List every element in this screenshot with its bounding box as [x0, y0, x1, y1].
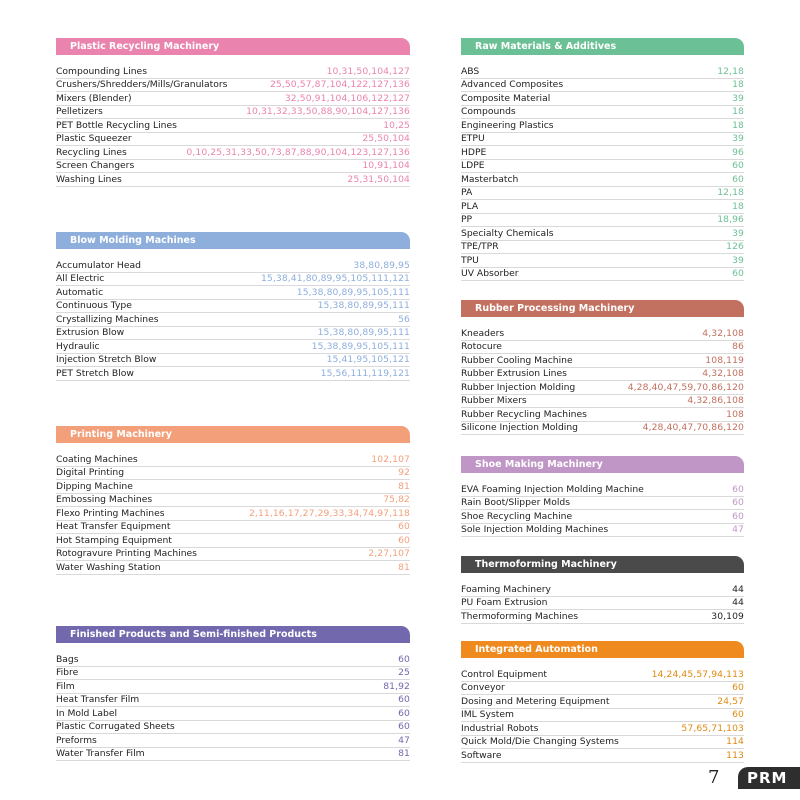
entry-label: Compounds	[461, 106, 516, 117]
entry-label: Thermoforming Machines	[461, 610, 579, 622]
entry-pages: 60	[398, 653, 410, 665]
entry-pages: 15,38,80,89,95,111	[317, 327, 410, 338]
section-header: Printing Machinery	[56, 426, 410, 443]
entry-label: PET Stretch Blow	[56, 367, 134, 379]
entry-pages: 4,32,108	[702, 327, 744, 339]
entry-list	[461, 483, 744, 537]
entry-label: PP	[461, 214, 473, 225]
entry-pages: 60	[398, 521, 410, 532]
entry-pages: 25,50,57,87,104,122,127,136	[269, 79, 410, 90]
entry-label: In Mold Label	[56, 707, 118, 719]
index-entry	[461, 354, 744, 368]
entry-label: Rubber Cooling Machine	[461, 354, 573, 366]
entry-pages: 108	[726, 408, 744, 420]
entry-label: PA	[461, 187, 473, 198]
entry-pages: 60	[398, 694, 410, 705]
index-entry	[56, 146, 410, 160]
entry-pages: 56	[398, 313, 410, 325]
entry-pages: 25	[398, 667, 410, 678]
entry-pages: 81	[398, 561, 410, 573]
index-entry	[56, 694, 410, 708]
entry-pages: 57,65,71,103	[681, 722, 744, 734]
section-header: Plastic Recycling Machinery	[56, 38, 410, 55]
section-header: Raw Materials & Additives	[461, 38, 744, 55]
entry-pages: 60	[732, 709, 744, 720]
index-entry	[56, 480, 410, 494]
entry-label: Foaming Machinery	[461, 583, 551, 595]
entry-label: Pelletizers	[56, 106, 103, 117]
index-entry	[56, 653, 410, 667]
index-entry	[56, 354, 410, 368]
entry-pages: 4,32,86,108	[687, 395, 744, 406]
entry-label: Sole Injection Molding Machines	[461, 524, 609, 535]
entry-pages: 60	[398, 534, 410, 546]
index-entry	[461, 146, 744, 160]
entry-pages: 39	[732, 92, 744, 104]
index-entry	[461, 173, 744, 187]
entry-list	[461, 583, 744, 624]
index-entry	[56, 680, 410, 694]
entry-label: TPU	[461, 254, 479, 266]
index-entry	[56, 273, 410, 287]
entry-label: Conveyor	[461, 682, 505, 693]
index-entry	[56, 173, 410, 187]
index-entry	[461, 106, 744, 120]
entry-pages: 12,18	[717, 65, 744, 77]
entry-label: Rubber Extrusion Lines	[461, 368, 567, 379]
entry-pages: 60	[732, 173, 744, 185]
entry-label: IML System	[461, 709, 514, 720]
entry-label: Kneaders	[461, 327, 505, 339]
entry-pages: 81	[398, 480, 410, 492]
index-entry	[461, 395, 744, 409]
entry-label: PU Foam Extrusion	[461, 597, 548, 608]
entry-pages: 47	[732, 524, 744, 535]
entry-label: HDPE	[461, 146, 487, 158]
index-entry	[56, 327, 410, 341]
entry-label: Recycling Lines	[56, 146, 127, 158]
section-rubber-processing	[461, 300, 744, 435]
entry-label: Film	[56, 680, 75, 692]
index-entry	[461, 524, 744, 538]
entry-pages: 39	[732, 254, 744, 266]
index-entry	[56, 748, 410, 762]
index-entry	[461, 79, 744, 93]
index-entry	[56, 259, 410, 273]
entry-pages: 86	[732, 341, 744, 352]
section-finished-products	[56, 626, 410, 761]
entry-pages: 18,96	[717, 214, 744, 225]
entry-pages: 44	[732, 597, 744, 608]
index-entry	[56, 453, 410, 467]
entry-pages: 12,18	[717, 187, 744, 198]
entry-pages: 10,91,104	[362, 160, 410, 171]
index-entry	[461, 682, 744, 696]
entry-pages: 18	[732, 106, 744, 117]
index-entry	[461, 408, 744, 422]
entry-pages: 60	[732, 682, 744, 693]
entry-label: Engineering Plastics	[461, 119, 554, 131]
entry-label: Rotocure	[461, 341, 502, 352]
index-entry	[461, 214, 744, 228]
index-entry	[56, 340, 410, 354]
entry-list	[56, 65, 410, 187]
entry-pages: 15,38,80,89,95,105,111	[296, 286, 410, 298]
entry-label: Fibre	[56, 667, 79, 678]
index-entry	[56, 507, 410, 521]
index-entry	[56, 286, 410, 300]
entry-list	[461, 327, 744, 435]
entry-pages: 60	[398, 721, 410, 732]
index-entry	[461, 695, 744, 709]
entry-label: Specialty Chemicals	[461, 227, 554, 239]
index-entry	[461, 200, 744, 214]
entry-pages: 38,80,89,95	[353, 259, 410, 271]
index-entry	[461, 722, 744, 736]
entry-label: Heat Transfer Film	[56, 694, 140, 705]
entry-pages: 10,31,50,104,127	[326, 65, 410, 77]
entry-label: Rubber Recycling Machines	[461, 408, 587, 420]
entry-pages: 75,82	[383, 494, 410, 505]
entry-label: Rotogravure Printing Machines	[56, 548, 197, 559]
index-entry	[56, 707, 410, 721]
entry-label: Plastic Corrugated Sheets	[56, 721, 175, 732]
entry-label: Industrial Robots	[461, 722, 539, 734]
entry-pages: 60	[732, 510, 744, 522]
entry-label: Extrusion Blow	[56, 327, 125, 338]
entry-label: Rain Boot/Slipper Molds	[461, 497, 571, 508]
index-entry	[56, 92, 410, 106]
entry-pages: 32,50,91,104,106,122,127	[284, 92, 410, 104]
entry-label: Advanced Composites	[461, 79, 564, 90]
entry-label: Dosing and Metering Equipment	[461, 695, 610, 707]
index-entry	[461, 119, 744, 133]
section-integrated-automation	[461, 641, 744, 763]
index-entry	[461, 227, 744, 241]
index-entry	[461, 749, 744, 763]
index-entry	[56, 133, 410, 147]
entry-label: Heat Transfer Equipment	[56, 521, 171, 532]
entry-label: PLA	[461, 200, 479, 212]
index-entry	[56, 160, 410, 174]
section-header: Finished Products and Semi-finished Products	[56, 626, 410, 643]
entry-label: Dipping Machine	[56, 480, 133, 492]
index-entry	[461, 65, 744, 79]
entry-pages: 39	[732, 133, 744, 144]
entry-label: Silicone Injection Molding	[461, 422, 579, 433]
entry-label: Mixers (Blender)	[56, 92, 132, 104]
entry-label: Digital Printing	[56, 467, 125, 478]
index-entry	[461, 268, 744, 282]
entry-pages: 15,56,111,119,121	[320, 367, 410, 379]
index-entry	[56, 367, 410, 381]
entry-pages: 30,109	[711, 610, 744, 622]
entry-pages: 15,38,80,89,95,111	[317, 300, 410, 311]
entry-pages: 2,27,107	[368, 548, 410, 559]
entry-list	[461, 668, 744, 763]
entry-pages: 60	[732, 268, 744, 279]
entry-label: Composite Material	[461, 92, 551, 104]
entry-pages: 96	[732, 146, 744, 158]
index-entry	[461, 133, 744, 147]
section-header: Blow Molding Machines	[56, 232, 410, 249]
entry-label: Software	[461, 749, 502, 761]
entry-label: UV Absorber	[461, 268, 519, 279]
entry-label: Injection Stretch Blow	[56, 354, 157, 365]
entry-label: Accumulator Head	[56, 259, 141, 271]
entry-list	[56, 453, 410, 575]
entry-label: Preforms	[56, 734, 97, 746]
logo-text: PRM	[747, 769, 788, 787]
prm-logo	[738, 767, 800, 789]
entry-label: Automatic	[56, 286, 104, 298]
section-header: Integrated Automation	[461, 641, 744, 658]
entry-pages: 4,28,40,47,70,86,120	[642, 422, 744, 433]
section-plastic-recycling	[56, 38, 410, 187]
index-entry	[461, 381, 744, 395]
entry-label: Crushers/Shredders/Mills/Granulators	[56, 79, 228, 90]
section-blow-molding	[56, 232, 410, 381]
page-number: 7	[708, 767, 720, 788]
entry-pages: 60	[398, 707, 410, 719]
entry-pages: 81,92	[383, 680, 410, 692]
index-entry	[56, 734, 410, 748]
section-header: Rubber Processing Machinery	[461, 300, 744, 317]
index-entry	[461, 241, 744, 255]
index-entry	[56, 119, 410, 133]
entry-label: Embossing Machines	[56, 494, 153, 505]
entry-label: Crystallizing Machines	[56, 313, 159, 325]
index-entry	[461, 510, 744, 524]
index-entry	[56, 548, 410, 562]
section-shoe-making	[461, 456, 744, 537]
index-entry	[56, 534, 410, 548]
entry-pages: 108,119	[705, 354, 744, 366]
section-header: Shoe Making Machinery	[461, 456, 744, 473]
entry-pages: 113	[726, 749, 744, 761]
entry-label: Washing Lines	[56, 173, 122, 185]
entry-pages: 15,38,41,80,89,95,105,111,121	[260, 273, 410, 284]
index-entry	[461, 422, 744, 436]
entry-pages: 15,38,89,95,105,111	[311, 340, 410, 352]
entry-pages: 114	[726, 736, 744, 747]
entry-label: Shoe Recycling Machine	[461, 510, 573, 522]
entry-pages: 102,107	[371, 453, 410, 465]
index-entry	[461, 668, 744, 682]
entry-label: Flexo Printing Machines	[56, 507, 165, 519]
entry-pages: 47	[398, 734, 410, 746]
entry-list	[56, 653, 410, 761]
index-entry	[461, 341, 744, 355]
index-entry	[461, 160, 744, 174]
index-entry	[461, 254, 744, 268]
index-entry	[461, 483, 744, 497]
entry-pages: 60	[732, 497, 744, 508]
entry-label: All Electric	[56, 273, 105, 284]
entry-label: ABS	[461, 65, 480, 77]
entry-pages: 44	[732, 583, 744, 595]
entry-pages: 18	[732, 119, 744, 131]
index-entry	[461, 736, 744, 750]
entry-label: TPE/TPR	[461, 241, 499, 252]
entry-pages: 60	[732, 483, 744, 495]
index-entry	[461, 597, 744, 611]
entry-pages: 0,10,25,31,33,50,73,87,88,90,104,123,127,136	[186, 146, 410, 158]
entry-label: ETPU	[461, 133, 485, 144]
index-entry	[56, 667, 410, 681]
entry-label: Screen Changers	[56, 160, 135, 171]
entry-pages: 2,11,16,17,27,29,33,34,74,97,118	[248, 507, 410, 519]
index-entry	[461, 497, 744, 511]
entry-label: Water Transfer Film	[56, 748, 145, 759]
entry-list	[56, 259, 410, 381]
entry-label: Compounding Lines	[56, 65, 147, 77]
index-entry	[461, 610, 744, 624]
index-entry	[56, 521, 410, 535]
entry-label: Hot Stamping Equipment	[56, 534, 172, 546]
entry-label: LDPE	[461, 160, 485, 171]
entry-label: Coating Machines	[56, 453, 138, 465]
section-printing-machinery	[56, 426, 410, 575]
entry-label: Rubber Mixers	[461, 395, 527, 406]
entry-label: Continuous Type	[56, 300, 132, 311]
entry-label: Rubber Injection Molding	[461, 381, 576, 393]
section-header: Thermoforming Machinery	[461, 556, 744, 573]
entry-label: PET Bottle Recycling Lines	[56, 119, 177, 131]
entry-pages: 24,57	[717, 695, 744, 707]
index-entry	[56, 721, 410, 735]
entry-label: Bags	[56, 653, 79, 665]
entry-pages: 25,31,50,104	[347, 173, 410, 185]
index-entry	[461, 583, 744, 597]
index-entry	[461, 327, 744, 341]
entry-pages: 4,28,40,47,59,70,86,120	[627, 381, 744, 393]
entry-pages: 39	[732, 227, 744, 239]
entry-pages: 18	[732, 200, 744, 212]
entry-label: Quick Mold/Die Changing Systems	[461, 736, 619, 747]
entry-label: Plastic Squeezer	[56, 133, 132, 144]
entry-pages: 15,41,95,105,121	[326, 354, 410, 365]
entry-pages: 126	[726, 241, 744, 252]
entry-pages: 10,31,32,33,50,88,90,104,127,136	[246, 106, 410, 117]
index-entry	[56, 106, 410, 120]
index-entry	[461, 187, 744, 201]
index-entry	[56, 494, 410, 508]
entry-pages: 92	[398, 467, 410, 478]
index-entry	[56, 300, 410, 314]
entry-pages: 18	[732, 79, 744, 90]
entry-label: EVA Foaming Injection Molding Machine	[461, 483, 644, 495]
entry-label: Masterbatch	[461, 173, 519, 185]
index-entry	[56, 313, 410, 327]
index-entry	[56, 65, 410, 79]
entry-pages: 81	[398, 748, 410, 759]
index-entry	[56, 467, 410, 481]
section-thermoforming	[461, 556, 744, 624]
entry-pages: 10,25	[383, 119, 410, 131]
section-raw-materials	[461, 38, 744, 281]
entry-pages: 25,50,104	[362, 133, 410, 144]
entry-label: Control Equipment	[461, 668, 548, 680]
index-entry	[461, 368, 744, 382]
entry-list	[461, 65, 744, 281]
index-entry	[56, 561, 410, 575]
entry-pages: 14,24,45,57,94,113	[651, 668, 744, 680]
entry-pages: 60	[732, 160, 744, 171]
entry-label: Water Washing Station	[56, 561, 161, 573]
entry-pages: 4,32,108	[702, 368, 744, 379]
index-entry	[56, 79, 410, 93]
index-entry	[461, 709, 744, 723]
entry-label: Hydraulic	[56, 340, 100, 352]
index-entry	[461, 92, 744, 106]
